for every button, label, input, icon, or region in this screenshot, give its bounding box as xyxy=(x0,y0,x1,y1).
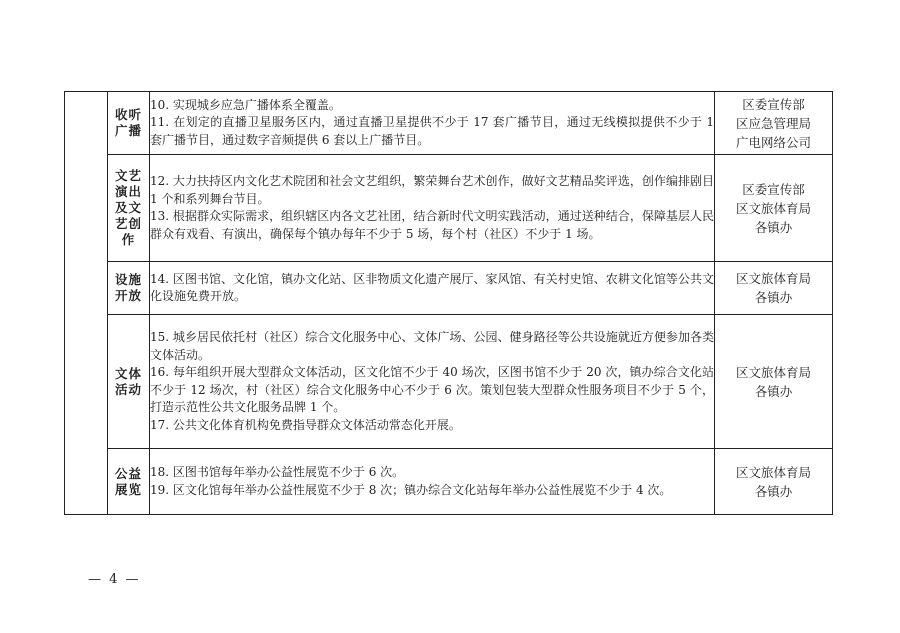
item-text: 17. 公共文化体育机构免费指导群众文体活动常态化开展。 xyxy=(150,417,461,432)
page-number: — 4 — xyxy=(88,572,141,587)
content-cell xyxy=(150,449,715,515)
merged-blank-cell xyxy=(65,92,108,515)
department-name: 区文旅体育局 xyxy=(735,364,811,380)
item-text: 19. 区文化馆每年举办公益性展览不少于 8 次；镇办综合文化站每年举办公益性展览不少于 4 次。 xyxy=(150,482,672,497)
category-cell xyxy=(108,315,150,449)
department-name: 广电网络公司 xyxy=(735,134,811,150)
department-name: 各镇办 xyxy=(754,483,793,499)
department-cell xyxy=(715,315,833,449)
table-body xyxy=(65,92,833,515)
item-text: 12. 大力扶持区内文化艺术院团和社会文艺组织，繁荣舞台艺术创作，做好文艺精品奖评选，创作编排剧目 1 个和系列舞台节目。 xyxy=(150,174,714,206)
content-cell xyxy=(150,92,715,155)
table-row xyxy=(65,262,833,315)
item-text: 13. 根据群众实际需求，组织辖区内各文艺社团，结合新时代文明实践活动，通过送种结合，保障基层人民群众有戏看、有演出，确保每个镇办每年不少于 5 场，每个村（社区）不少于 1 场。 xyxy=(150,209,714,241)
category-cell xyxy=(108,262,150,315)
item-text: 18. 区图书馆每年举办公益性展览不少于 6 次。 xyxy=(150,465,405,479)
category-label: 收听广播 xyxy=(114,107,142,138)
item-text: 16. 每年组织开展大型群众文体活动，区文化馆不少于 40 场次，区图书馆不少于 20 次，镇办综合文化站不少于 12 场次，村（社区）综合文化服务中心不少于 6 次。策划包装大型群众性服务项目不少于 5 个，打造示范性公共文化服务品牌 1 个。 xyxy=(150,365,714,414)
department-name: 区应急管理局 xyxy=(735,115,811,131)
department-name: 区文旅体育局 xyxy=(735,271,811,286)
department-name: 各镇办 xyxy=(754,290,793,305)
category-cell xyxy=(108,449,150,515)
table-row xyxy=(65,92,833,155)
department-name: 各镇办 xyxy=(754,383,793,399)
item-text: 10. 实现城乡应急广播体系全覆盖。 xyxy=(150,97,341,112)
table-row xyxy=(65,449,833,515)
category-cell xyxy=(108,92,150,155)
content-cell xyxy=(150,262,715,315)
item-text: 11. 在划定的直播卫星服务区内，通过直播卫星提供不少于 17 套广播节目，通过无线模拟提供不少于 1 套广播节目，通过数字音频提供 6 套以上广播节目。 xyxy=(150,115,714,147)
department-name: 区文旅体育局 xyxy=(735,200,811,216)
department-name: 区委宣传部 xyxy=(742,96,805,112)
content-cell xyxy=(150,315,715,449)
table-row xyxy=(65,315,833,449)
department-cell xyxy=(715,449,833,515)
category-label: 文体活动 xyxy=(114,365,142,397)
department-name: 区文旅体育局 xyxy=(735,464,811,480)
category-cell xyxy=(108,155,150,262)
category-label: 公益展览 xyxy=(114,465,142,497)
item-text: 15. 城乡居民依托村（社区）综合文化服务中心、文体广场、公园、健身路径等公共设施就近方便参加各类文体活动。 xyxy=(150,330,714,362)
department-cell xyxy=(715,92,833,155)
service-standard-table xyxy=(64,91,833,515)
item-text: 14. 区图书馆、文化馆，镇办文化站、区非物质文化遗产展厅、家风馆、有关村史馆、农耕文化馆等公共文化设施免费开放。 xyxy=(150,271,714,303)
table-row xyxy=(65,155,833,262)
category-label: 设施开放 xyxy=(114,272,142,303)
department-cell xyxy=(715,155,833,262)
department-name: 各镇办 xyxy=(754,219,793,235)
department-cell xyxy=(715,262,833,315)
category-label: 文艺演出及文艺创作 xyxy=(114,168,142,247)
content-cell xyxy=(150,155,715,262)
department-name: 区委宣传部 xyxy=(742,181,805,197)
